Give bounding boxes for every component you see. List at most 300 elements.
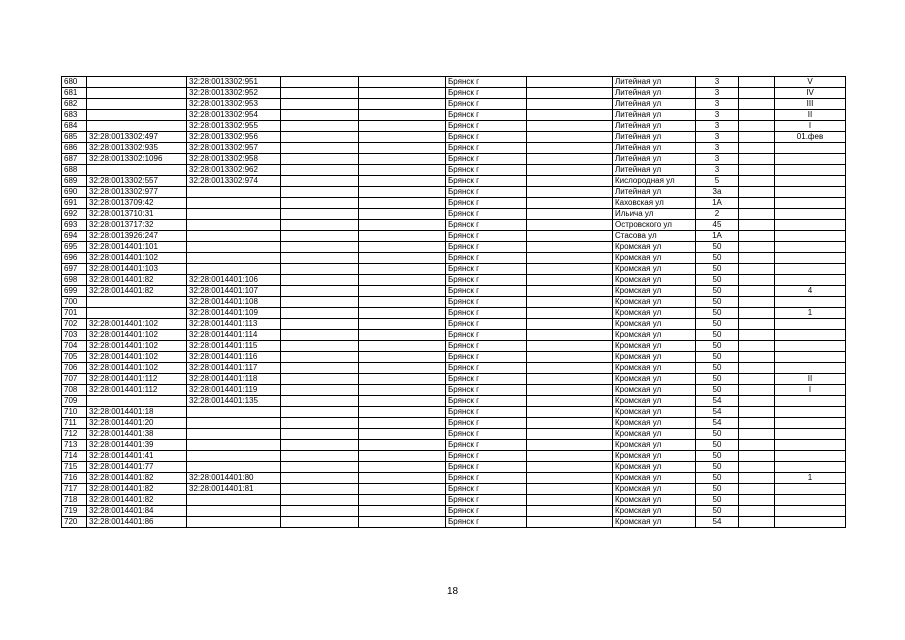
cell-col-empty-2: [359, 275, 446, 286]
cell-extra: [775, 297, 846, 308]
cell-house: 50: [696, 385, 739, 396]
cell-col-empty-2: [359, 220, 446, 231]
cell-row-number: 710: [62, 407, 87, 418]
table-row: [62, 517, 846, 528]
cell-cadastral-parcel: 32:28:0014401:77: [87, 462, 187, 473]
cell-col-empty-1: [281, 396, 359, 407]
cell-house: 50: [696, 341, 739, 352]
cell-col-empty-4: [739, 440, 775, 451]
cell-extra: [775, 484, 846, 495]
cell-col-empty-2: [359, 396, 446, 407]
cell-city: Брянск г: [446, 154, 527, 165]
cell-house: 50: [696, 374, 739, 385]
cell-street: Кромская ул: [613, 506, 696, 517]
cell-col-empty-2: [359, 99, 446, 110]
table-row: [62, 418, 846, 429]
cell-cadastral-object: 32:28:0013302:951: [187, 77, 281, 88]
cell-row-number: 691: [62, 198, 87, 209]
cell-house: 45: [696, 220, 739, 231]
cell-house: 50: [696, 484, 739, 495]
cell-col-empty-1: [281, 330, 359, 341]
cell-house: 2: [696, 209, 739, 220]
cell-col-empty-2: [359, 209, 446, 220]
cell-col-empty-4: [739, 407, 775, 418]
cell-col-empty-4: [739, 110, 775, 121]
cell-street: Кромская ул: [613, 517, 696, 528]
cell-col-empty-2: [359, 264, 446, 275]
cell-house: 3: [696, 110, 739, 121]
table-row: [62, 385, 846, 396]
cell-cadastral-parcel: 32:28:0013302:935: [87, 143, 187, 154]
cell-row-number: 702: [62, 319, 87, 330]
cell-cadastral-parcel: 32:28:0014401:38: [87, 429, 187, 440]
cell-city: Брянск г: [446, 242, 527, 253]
cell-col-empty-1: [281, 242, 359, 253]
cell-house: 50: [696, 308, 739, 319]
cell-col-empty-4: [739, 220, 775, 231]
table-row: [62, 154, 846, 165]
cell-city: Брянск г: [446, 209, 527, 220]
cell-city: Брянск г: [446, 88, 527, 99]
table-row: [62, 110, 846, 121]
cell-house: 50: [696, 429, 739, 440]
cell-cadastral-object: 32:28:0014401:113: [187, 319, 281, 330]
cell-cadastral-parcel: 32:28:0014401:112: [87, 385, 187, 396]
cell-col-empty-2: [359, 132, 446, 143]
cell-col-empty-2: [359, 88, 446, 99]
cell-extra: I: [775, 385, 846, 396]
cell-city: Брянск г: [446, 220, 527, 231]
cell-col-empty-2: [359, 451, 446, 462]
cell-cadastral-object: 32:28:0014401:106: [187, 275, 281, 286]
cell-cadastral-object: [187, 220, 281, 231]
cell-col-empty-4: [739, 495, 775, 506]
cell-col-empty-4: [739, 374, 775, 385]
cell-col-empty-3: [527, 297, 613, 308]
cell-cadastral-parcel: 32:28:0013302:497: [87, 132, 187, 143]
cell-house: 54: [696, 407, 739, 418]
cell-house: 3: [696, 88, 739, 99]
cell-city: Брянск г: [446, 495, 527, 506]
cell-house: 3: [696, 121, 739, 132]
cell-col-empty-4: [739, 319, 775, 330]
cell-house: 3а: [696, 187, 739, 198]
cell-extra: 1: [775, 308, 846, 319]
cell-extra: [775, 407, 846, 418]
cell-col-empty-3: [527, 77, 613, 88]
cell-row-number: 706: [62, 363, 87, 374]
cell-house: 1А: [696, 231, 739, 242]
cell-col-empty-4: [739, 275, 775, 286]
cell-cadastral-object: 32:28:0014401:107: [187, 286, 281, 297]
cell-col-empty-1: [281, 165, 359, 176]
cell-col-empty-1: [281, 374, 359, 385]
cell-col-empty-3: [527, 341, 613, 352]
cell-cadastral-parcel: 32:28:0014401:82: [87, 473, 187, 484]
cell-col-empty-2: [359, 297, 446, 308]
cell-col-empty-4: [739, 330, 775, 341]
cell-row-number: 704: [62, 341, 87, 352]
cell-street: Кромская ул: [613, 385, 696, 396]
cell-cadastral-parcel: 32:28:0014401:82: [87, 275, 187, 286]
table-row: [62, 286, 846, 297]
cell-city: Брянск г: [446, 286, 527, 297]
cell-cadastral-parcel: 32:28:0014401:102: [87, 352, 187, 363]
cell-extra: [775, 396, 846, 407]
cell-city: Брянск г: [446, 264, 527, 275]
cell-col-empty-3: [527, 451, 613, 462]
cell-house: 50: [696, 462, 739, 473]
cell-city: Брянск г: [446, 341, 527, 352]
cell-col-empty-1: [281, 517, 359, 528]
cell-col-empty-2: [359, 473, 446, 484]
cell-cadastral-object: [187, 418, 281, 429]
cell-street: Островского ул: [613, 220, 696, 231]
table-row: [62, 121, 846, 132]
cell-row-number: 717: [62, 484, 87, 495]
cell-row-number: 683: [62, 110, 87, 121]
cell-street: Литейная ул: [613, 143, 696, 154]
cell-col-empty-1: [281, 176, 359, 187]
cell-cadastral-object: [187, 198, 281, 209]
cell-cadastral-parcel: 32:28:0013709:42: [87, 198, 187, 209]
cell-extra: [775, 143, 846, 154]
cell-cadastral-object: 32:28:0013302:954: [187, 110, 281, 121]
table-row: [62, 198, 846, 209]
cell-street: Кромская ул: [613, 242, 696, 253]
cell-street: Литейная ул: [613, 132, 696, 143]
cell-extra: [775, 462, 846, 473]
cell-row-number: 711: [62, 418, 87, 429]
table-row: [62, 253, 846, 264]
cell-extra: [775, 165, 846, 176]
cell-row-number: 705: [62, 352, 87, 363]
cell-col-empty-1: [281, 363, 359, 374]
cell-cadastral-parcel: [87, 110, 187, 121]
cell-cadastral-object: 32:28:0014401:135: [187, 396, 281, 407]
cell-street: Кромская ул: [613, 352, 696, 363]
cell-city: Брянск г: [446, 99, 527, 110]
cell-col-empty-3: [527, 154, 613, 165]
cell-extra: V: [775, 77, 846, 88]
cell-cadastral-object: [187, 407, 281, 418]
cell-col-empty-1: [281, 220, 359, 231]
cell-col-empty-4: [739, 253, 775, 264]
cell-street: Кромская ул: [613, 330, 696, 341]
cell-col-empty-2: [359, 242, 446, 253]
table-row: [62, 209, 846, 220]
table-row: [62, 440, 846, 451]
cell-cadastral-parcel: 32:28:0014401:41: [87, 451, 187, 462]
cell-col-empty-1: [281, 352, 359, 363]
cell-extra: [775, 154, 846, 165]
cell-col-empty-1: [281, 132, 359, 143]
cell-street: Кромская ул: [613, 396, 696, 407]
cell-col-empty-2: [359, 407, 446, 418]
cell-cadastral-object: 32:28:0014401:108: [187, 297, 281, 308]
cell-cadastral-parcel: 32:28:0014401:102: [87, 330, 187, 341]
cell-row-number: 707: [62, 374, 87, 385]
cell-extra: [775, 506, 846, 517]
cell-street: Кислородная ул: [613, 176, 696, 187]
cell-cadastral-parcel: 32:28:0014401:103: [87, 264, 187, 275]
cell-col-empty-4: [739, 429, 775, 440]
cell-col-empty-3: [527, 99, 613, 110]
cell-house: 50: [696, 440, 739, 451]
cell-cadastral-parcel: 32:28:0014401:102: [87, 341, 187, 352]
cell-col-empty-3: [527, 275, 613, 286]
cell-cadastral-object: 32:28:0013302:974: [187, 176, 281, 187]
cell-col-empty-4: [739, 143, 775, 154]
cell-col-empty-3: [527, 253, 613, 264]
cell-row-number: 715: [62, 462, 87, 473]
cell-col-empty-2: [359, 440, 446, 451]
cell-col-empty-1: [281, 308, 359, 319]
cell-house: 50: [696, 330, 739, 341]
cell-col-empty-4: [739, 165, 775, 176]
cell-cadastral-object: [187, 429, 281, 440]
cell-cadastral-parcel: 32:28:0014401:86: [87, 517, 187, 528]
cell-row-number: 714: [62, 451, 87, 462]
cell-house: 50: [696, 253, 739, 264]
cell-col-empty-2: [359, 484, 446, 495]
cell-house: 54: [696, 396, 739, 407]
cell-extra: [775, 352, 846, 363]
table-row: [62, 429, 846, 440]
table-row: [62, 484, 846, 495]
page-number: 18: [446, 586, 459, 597]
cell-cadastral-parcel: [87, 77, 187, 88]
cell-city: Брянск г: [446, 319, 527, 330]
cell-cadastral-parcel: [87, 396, 187, 407]
cell-house: 50: [696, 506, 739, 517]
cell-col-empty-1: [281, 88, 359, 99]
cell-street: Кромская ул: [613, 341, 696, 352]
cell-street: Кромская ул: [613, 319, 696, 330]
cell-col-empty-3: [527, 506, 613, 517]
cell-col-empty-3: [527, 286, 613, 297]
cell-row-number: 716: [62, 473, 87, 484]
cell-col-empty-3: [527, 88, 613, 99]
cell-street: Литейная ул: [613, 99, 696, 110]
cell-house: 1А: [696, 198, 739, 209]
cell-cadastral-object: 32:28:0013302:958: [187, 154, 281, 165]
cell-extra: [775, 264, 846, 275]
cell-street: Кромская ул: [613, 264, 696, 275]
cell-cadastral-parcel: 32:28:0014401:39: [87, 440, 187, 451]
cell-row-number: 718: [62, 495, 87, 506]
cell-col-empty-4: [739, 385, 775, 396]
cell-house: 54: [696, 418, 739, 429]
cell-cadastral-parcel: 32:28:0014401:101: [87, 242, 187, 253]
cell-row-number: 690: [62, 187, 87, 198]
table-row: [62, 407, 846, 418]
cell-street: Кромская ул: [613, 308, 696, 319]
cell-extra: [775, 451, 846, 462]
cell-col-empty-1: [281, 429, 359, 440]
cell-col-empty-1: [281, 297, 359, 308]
cell-col-empty-2: [359, 330, 446, 341]
cell-col-empty-3: [527, 429, 613, 440]
cell-col-empty-2: [359, 231, 446, 242]
cell-house: 50: [696, 264, 739, 275]
cell-cadastral-parcel: [87, 121, 187, 132]
cell-extra: [775, 220, 846, 231]
cell-street: Кромская ул: [613, 374, 696, 385]
cell-street: Кромская ул: [613, 429, 696, 440]
cell-street: Кромская ул: [613, 462, 696, 473]
cell-row-number: 688: [62, 165, 87, 176]
cell-street: Кромская ул: [613, 363, 696, 374]
cell-cadastral-object: [187, 517, 281, 528]
cell-cadastral-parcel: 32:28:0014401:82: [87, 495, 187, 506]
cell-col-empty-1: [281, 253, 359, 264]
cell-col-empty-1: [281, 121, 359, 132]
cell-cadastral-object: [187, 253, 281, 264]
cell-house: 50: [696, 473, 739, 484]
cell-col-empty-1: [281, 187, 359, 198]
cell-col-empty-4: [739, 88, 775, 99]
cell-cadastral-object: 32:28:0014401:117: [187, 363, 281, 374]
cell-col-empty-1: [281, 440, 359, 451]
cell-col-empty-1: [281, 407, 359, 418]
cell-col-empty-1: [281, 495, 359, 506]
cell-col-empty-1: [281, 286, 359, 297]
cell-street: Кромская ул: [613, 418, 696, 429]
cell-col-empty-1: [281, 451, 359, 462]
cell-cadastral-object: 32:28:0014401:116: [187, 352, 281, 363]
cell-col-empty-3: [527, 187, 613, 198]
cell-cadastral-object: [187, 264, 281, 275]
cell-house: 50: [696, 495, 739, 506]
cell-street: Кромская ул: [613, 286, 696, 297]
cell-city: Брянск г: [446, 517, 527, 528]
cell-col-empty-2: [359, 374, 446, 385]
cell-house: 3: [696, 143, 739, 154]
cell-col-empty-1: [281, 198, 359, 209]
cell-col-empty-3: [527, 363, 613, 374]
table-row: [62, 99, 846, 110]
cell-cadastral-object: 32:28:0013302:952: [187, 88, 281, 99]
table-row: [62, 231, 846, 242]
cell-city: Брянск г: [446, 231, 527, 242]
cell-street: Ильича ул: [613, 209, 696, 220]
cell-city: Брянск г: [446, 440, 527, 451]
cell-col-empty-4: [739, 352, 775, 363]
cell-row-number: 709: [62, 396, 87, 407]
cell-col-empty-3: [527, 484, 613, 495]
cell-city: Брянск г: [446, 77, 527, 88]
cell-col-empty-2: [359, 77, 446, 88]
cell-extra: [775, 253, 846, 264]
cell-col-empty-2: [359, 308, 446, 319]
cell-extra: II: [775, 374, 846, 385]
cell-street: Кромская ул: [613, 440, 696, 451]
cell-col-empty-3: [527, 198, 613, 209]
table-row: [62, 297, 846, 308]
cell-city: Брянск г: [446, 484, 527, 495]
table-row: [62, 451, 846, 462]
cell-extra: [775, 363, 846, 374]
cell-extra: III: [775, 99, 846, 110]
cell-row-number: 719: [62, 506, 87, 517]
cell-col-empty-4: [739, 198, 775, 209]
cell-street: Кромская ул: [613, 253, 696, 264]
cell-col-empty-4: [739, 341, 775, 352]
cell-street: Кромская ул: [613, 407, 696, 418]
cell-city: Брянск г: [446, 363, 527, 374]
cell-col-empty-4: [739, 121, 775, 132]
cell-col-empty-2: [359, 176, 446, 187]
cell-col-empty-4: [739, 264, 775, 275]
cell-city: Брянск г: [446, 198, 527, 209]
cell-extra: [775, 440, 846, 451]
cell-cadastral-object: [187, 506, 281, 517]
cell-house: 3: [696, 165, 739, 176]
cell-house: 50: [696, 242, 739, 253]
cell-street: Кромская ул: [613, 473, 696, 484]
cell-house: 3: [696, 99, 739, 110]
cell-cadastral-parcel: 32:28:0013302:977: [87, 187, 187, 198]
cell-col-empty-2: [359, 363, 446, 374]
cell-cadastral-parcel: 32:28:0014401:102: [87, 319, 187, 330]
cell-col-empty-1: [281, 319, 359, 330]
cell-cadastral-object: [187, 231, 281, 242]
cell-cadastral-object: 32:28:0014401:81: [187, 484, 281, 495]
cell-city: Брянск г: [446, 275, 527, 286]
cell-col-empty-2: [359, 121, 446, 132]
cell-city: Брянск г: [446, 506, 527, 517]
cell-street: Литейная ул: [613, 110, 696, 121]
cell-house: 50: [696, 352, 739, 363]
cell-col-empty-2: [359, 143, 446, 154]
cell-cadastral-object: 32:28:0014401:114: [187, 330, 281, 341]
cell-col-empty-3: [527, 231, 613, 242]
cell-house: 50: [696, 286, 739, 297]
cell-col-empty-3: [527, 242, 613, 253]
cell-col-empty-1: [281, 154, 359, 165]
cell-col-empty-4: [739, 473, 775, 484]
cell-cadastral-object: 32:28:0014401:118: [187, 374, 281, 385]
cell-col-empty-2: [359, 319, 446, 330]
cell-house: 50: [696, 363, 739, 374]
cell-col-empty-3: [527, 110, 613, 121]
cell-col-empty-4: [739, 176, 775, 187]
cell-row-number: 700: [62, 297, 87, 308]
cell-col-empty-3: [527, 143, 613, 154]
cell-col-empty-3: [527, 517, 613, 528]
cell-col-empty-2: [359, 110, 446, 121]
cell-col-empty-1: [281, 473, 359, 484]
cell-row-number: 708: [62, 385, 87, 396]
cell-cadastral-object: [187, 187, 281, 198]
cell-col-empty-3: [527, 308, 613, 319]
cell-street: Литейная ул: [613, 154, 696, 165]
cell-city: Брянск г: [446, 462, 527, 473]
table-row: [62, 88, 846, 99]
cell-col-empty-2: [359, 352, 446, 363]
cell-col-empty-1: [281, 385, 359, 396]
cell-col-empty-2: [359, 165, 446, 176]
cell-row-number: 694: [62, 231, 87, 242]
cell-extra: [775, 176, 846, 187]
cell-house: 5: [696, 176, 739, 187]
table-body: [62, 77, 846, 528]
cell-cadastral-object: [187, 242, 281, 253]
cell-row-number: 684: [62, 121, 87, 132]
cell-col-empty-3: [527, 462, 613, 473]
table-row: [62, 187, 846, 198]
